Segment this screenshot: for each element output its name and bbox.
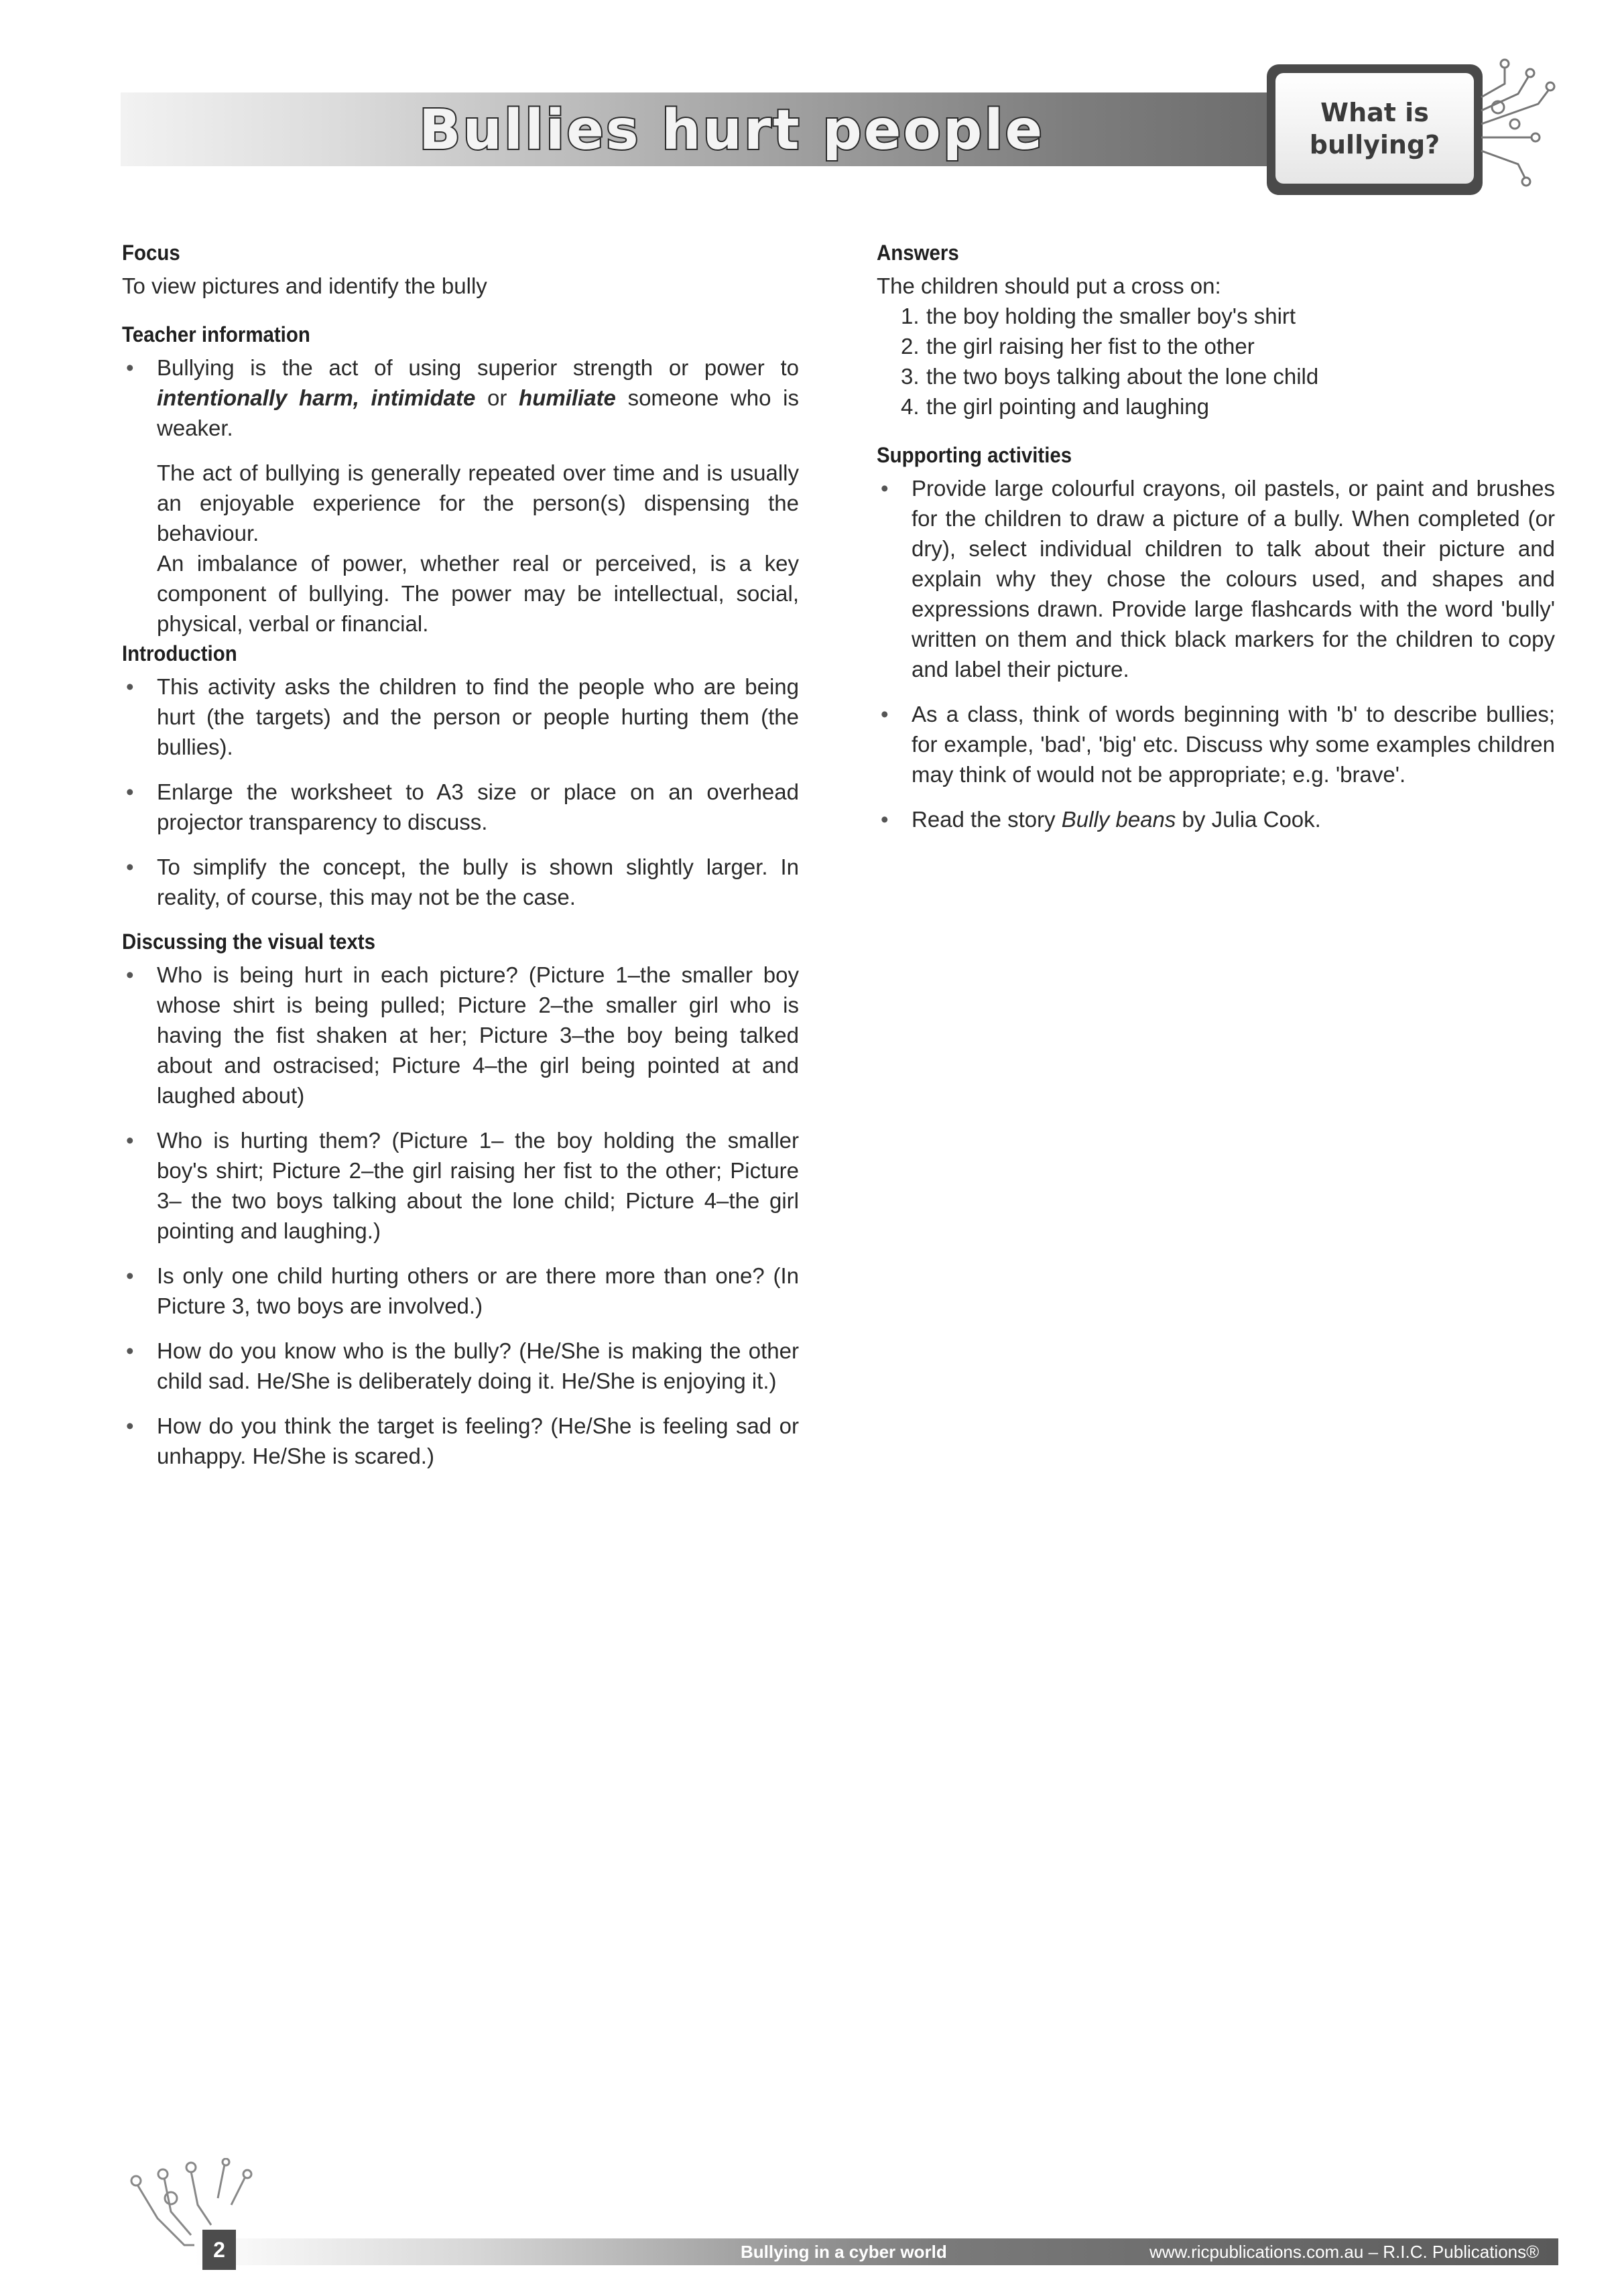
left-column [122,238,799,1486]
right-column [877,238,1555,849]
answers-list [877,301,1555,422]
section-tab-line2: bullying? [1309,129,1440,160]
list-item: 2. the girl raising her fist to the other [901,334,1255,359]
list-item: • This activity asks the children to find the people who are being hurt (the targets) and the person or people hurting them (the bullies). [122,672,799,762]
list-item: • Read the story Bully beans by Julia Cook. [877,804,1555,834]
list-item: 1. the boy holding the smaller boy's shirt [901,304,1296,328]
teacher-info-paragraph: An imbalance of power, whether real or perceived, is a key component of bullying. The power may be intellectual, social, physical, verbal or financial. [157,551,799,636]
teacher-info-heading: Teacher information [122,322,310,346]
publisher-credit: www.ricpublications.com.au – R.I.C. Publications® [1149,2242,1540,2262]
introduction-heading: Introduction [122,641,237,665]
focus-text: To view pictures and identify the bully [122,273,487,298]
teacher-info-paragraph: The act of bullying is generally repeated over time and is usually an enjoyable experience for the person(s) dispensing the behaviour. [157,460,799,546]
book-title: Bullying in a cyber world [741,2242,947,2262]
list-item: • How do you know who is the bully? (He/She is making the other child sad. He/She is deliberately doing it. He/She is enjoying it.) [122,1336,799,1396]
list-item: • Who is being hurt in each picture? (Picture 1–the smaller boy whose shirt is being pulled; Picture 2–the smaller girl who is having the fist shaken at her; Picture 3–the boy being talked about and ostracised; Picture 4–the girl being pointed at and laughed about) [122,960,799,1110]
circuit-decoration-icon [1478,57,1565,191]
list-item: 3. the two boys talking about the lone child [901,364,1319,389]
list-item: • Is only one child hurting others or are there more than one? (In Picture 3, two boys are involved.) [122,1261,799,1321]
discussing-heading: Discussing the visual texts [122,930,375,954]
list-item: • Who is hurting them? (Picture 1– the boy holding the smaller boy's shirt; Picture 2–the girl raising her fist to the other; Picture 3– the two boys talking about the lone child; Picture 4–the girl pointing and laughing.) [122,1125,799,1246]
answers-intro: The children should put a cross on: [877,273,1221,298]
list-item: • Enlarge the worksheet to A3 size or place on an overhead projector transparency to discuss. [122,777,799,837]
list-item: • Bullying is the act of using superior strength or power to intentionally harm, intimidate or humiliate someone who is weaker. [122,353,799,443]
page-number: 2 [202,2230,236,2270]
supporting-heading: Supporting activities [877,443,1072,467]
list-item: • Provide large colourful crayons, oil pastels, or paint and brushes for the children to draw a picture of a bully. When completed (or dry), select individual children to talk about their picture and explain why they chose the colours used, and shapes and expressions drawn. Provide large flashcards with the word 'bully' written on them and thick black markers for the children to copy and label their picture. [877,473,1555,684]
list-item: • How do you think the target is feeling? (He/She is feeling sad or unhappy. He/She is scared.) [122,1411,799,1471]
answers-heading: Answers [877,241,959,265]
list-item: • As a class, think of words beginning with 'b' to describe bullies; for example, 'bad', 'big' etc. Discuss why some examples children may think of would not be appropriate; e.g. 'brave'. [877,699,1555,789]
page-title: Bullies hurt people [419,99,1045,162]
section-tab-line1: What is [1320,97,1429,127]
section-tab-label [1275,73,1474,184]
list-item: • To simplify the concept, the bully is shown slightly larger. In reality, of course, this may not be the case. [122,852,799,912]
list-item: 4. the girl pointing and laughing [901,394,1209,419]
focus-heading: Focus [122,241,180,265]
